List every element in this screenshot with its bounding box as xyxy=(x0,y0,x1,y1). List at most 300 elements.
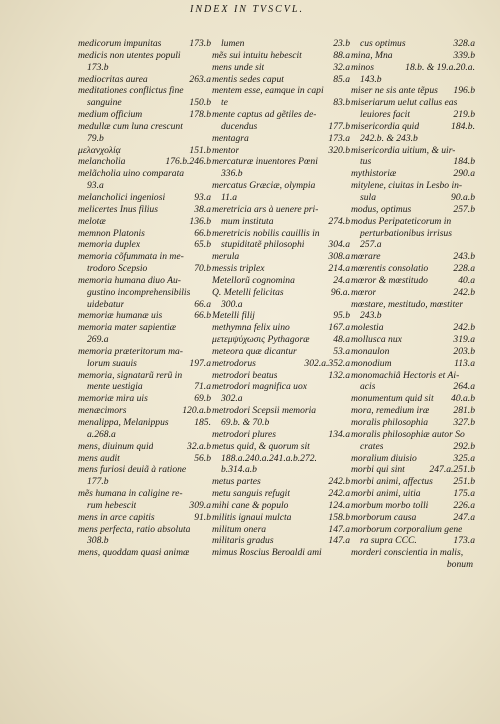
index-entry xyxy=(78,168,211,180)
index-reference: 147.a xyxy=(328,523,350,535)
index-term: Q. Metelli felicitas xyxy=(212,286,284,298)
index-reference xyxy=(348,228,350,240)
index-entry xyxy=(212,381,350,393)
index-reference xyxy=(473,97,475,109)
index-entry xyxy=(78,417,211,429)
index-entry xyxy=(212,62,350,74)
index-term: mente captus ad gẽtiles de- xyxy=(212,109,317,121)
index-continuation: 11.a xyxy=(221,191,238,203)
index-term: memoria humana diuo Au- xyxy=(78,274,181,286)
index-reference: 18.b. & 19.a.20.a. xyxy=(405,61,475,73)
index-reference xyxy=(209,524,211,536)
index-entry xyxy=(78,500,211,512)
index-term: metrodori beatus xyxy=(212,369,278,381)
index-reference xyxy=(348,547,350,559)
index-entry xyxy=(351,476,475,488)
index-entry xyxy=(78,85,211,97)
index-reference: 196.b xyxy=(453,85,475,97)
index-term: medium officium xyxy=(78,109,143,121)
index-term: mœror & mœstitudo xyxy=(351,274,428,286)
index-reference xyxy=(473,524,475,536)
index-reference: 173.a xyxy=(453,535,475,547)
index-reference: 257.b xyxy=(453,203,475,215)
index-reference xyxy=(348,85,350,97)
index-reference xyxy=(209,464,211,476)
index-term: rum hebescit xyxy=(87,499,137,511)
index-continuation: 257.a xyxy=(360,239,382,251)
index-term: perturbationibus irrisus xyxy=(360,227,452,239)
index-continuation: 177.b xyxy=(87,476,109,488)
index-term: morbi animi, affectus xyxy=(351,476,433,488)
index-reference xyxy=(348,180,350,192)
index-reference: 120.a.b xyxy=(182,405,211,417)
index-term: militum onera xyxy=(212,523,267,535)
index-reference: 281.b xyxy=(453,405,475,417)
index-entry xyxy=(351,429,475,441)
index-entry xyxy=(78,145,211,157)
index-reference xyxy=(473,180,475,192)
index-entry xyxy=(78,287,211,299)
index-entry xyxy=(78,251,211,263)
index-entry xyxy=(78,74,211,86)
index-continuation: 188.a.240.a.241.a.b.272. xyxy=(221,452,317,464)
index-reference xyxy=(473,370,475,382)
index-entry xyxy=(212,275,350,287)
index-entry xyxy=(351,358,475,370)
index-reference: 242.b xyxy=(328,476,350,488)
index-entry xyxy=(212,346,350,358)
index-entry xyxy=(351,393,475,405)
index-reference xyxy=(348,156,350,168)
index-entry xyxy=(78,358,211,370)
index-entry xyxy=(212,310,350,322)
index-reference: 66.b xyxy=(194,310,211,322)
index-reference: 263.a xyxy=(189,73,211,85)
index-reference: 243.b xyxy=(453,251,475,263)
index-term: memoria duplex xyxy=(78,239,141,251)
index-term: melotæ xyxy=(78,215,106,227)
index-entry xyxy=(212,216,350,228)
index-reference: 175.a xyxy=(453,488,475,500)
index-reference: 320.b xyxy=(328,144,350,156)
index-entry xyxy=(212,405,350,417)
index-entry xyxy=(351,192,475,204)
index-entry xyxy=(78,239,211,251)
index-entry xyxy=(78,204,211,216)
index-reference: 274.b xyxy=(328,215,350,227)
index-continuation: bonum xyxy=(446,559,473,571)
index-term: ra supra CCC. xyxy=(360,535,417,547)
index-term: monodium xyxy=(351,357,392,369)
index-reference: 184.b xyxy=(453,156,475,168)
index-entry xyxy=(78,97,211,109)
index-reference: 178.b xyxy=(189,109,211,121)
index-reference: 69.b xyxy=(194,393,211,405)
index-entry xyxy=(212,358,350,370)
index-term: metus partes xyxy=(212,476,261,488)
index-reference: 147.a xyxy=(328,535,350,547)
index-term: morbi animi, uitia xyxy=(351,488,421,500)
index-continuation: 302.a xyxy=(221,393,243,405)
index-reference xyxy=(209,85,211,97)
index-entry xyxy=(78,228,211,240)
index-reference xyxy=(348,405,350,417)
index-term: mythistoriæ xyxy=(351,168,397,180)
index-reference: 96.a. xyxy=(330,286,350,298)
index-reference: 247.a xyxy=(453,511,475,523)
index-reference: 53.a xyxy=(333,345,350,357)
index-term: memoria præteritorum ma- xyxy=(78,345,183,357)
index-term: memoriæ humanæ uis xyxy=(78,310,163,322)
index-entry xyxy=(351,97,475,109)
index-entry xyxy=(351,488,475,500)
index-reference: 242.a xyxy=(328,488,350,500)
index-entry xyxy=(212,85,350,97)
index-entry xyxy=(351,287,475,299)
index-continuation: 79.b xyxy=(87,132,104,144)
index-entry xyxy=(78,310,211,322)
index-continuation: 308.b xyxy=(87,535,109,547)
index-reference xyxy=(348,441,350,453)
index-term: memoria mater sapientiæ xyxy=(78,322,177,334)
index-reference: 197.a xyxy=(189,357,211,369)
index-entry xyxy=(351,216,475,228)
index-continuation: 242.b. & 243.b xyxy=(360,132,418,144)
index-term: meditationes conflictus fine xyxy=(78,85,184,97)
index-term: metus quid, & quorum sit xyxy=(212,440,310,452)
index-reference: 136.b xyxy=(189,215,211,227)
index-reference xyxy=(209,346,211,358)
index-term: moralis philosophiæ autor So xyxy=(351,428,465,440)
index-entry xyxy=(351,145,475,157)
index-reference: 176.b.246.b xyxy=(165,156,211,168)
index-term: miser ne sis ante tẽpus xyxy=(351,85,438,97)
index-term: mœrentis consolatio xyxy=(351,263,429,275)
index-entry xyxy=(351,346,475,358)
index-reference: 308.a xyxy=(328,251,350,263)
index-term: mercaturæ inuentores Pœni xyxy=(212,156,318,168)
index-entry xyxy=(78,263,211,275)
index-entry xyxy=(351,441,475,453)
index-reference: 302.a.352.a xyxy=(304,357,350,369)
index-term: mollusca nux xyxy=(351,334,402,346)
index-term: mens unde sit xyxy=(212,61,265,73)
index-entry xyxy=(351,168,475,180)
index-term: memoria, signatarũ rerũ in xyxy=(78,369,183,381)
index-entry xyxy=(212,251,350,263)
index-entry xyxy=(351,180,475,192)
index-term: mihi cane & populo xyxy=(212,499,289,511)
index-reference: 132.a xyxy=(328,369,350,381)
index-entry xyxy=(78,405,211,417)
index-reference xyxy=(209,50,211,62)
index-term: monomachiâ Hectoris et Ai- xyxy=(351,369,460,381)
index-entry xyxy=(212,524,350,536)
index-reference xyxy=(348,109,350,121)
index-term: Metelli filij xyxy=(212,310,255,322)
index-term: mente uestigia xyxy=(87,381,143,393)
index-entry xyxy=(78,121,211,133)
index-continuation: a.268.a xyxy=(87,428,116,440)
index-term: mentagra xyxy=(212,132,249,144)
index-term: melãcholia uino comparata xyxy=(78,168,185,180)
index-reference: 339.b xyxy=(453,49,475,61)
index-entry xyxy=(78,322,211,334)
index-entry xyxy=(78,393,211,405)
index-term: morbum morbo tolli xyxy=(351,499,429,511)
index-entry xyxy=(351,464,475,476)
index-term: morborum causa xyxy=(351,511,417,523)
index-term: mens furiosi deuiã à ratione xyxy=(78,464,187,476)
index-reference: 32.a xyxy=(333,61,350,73)
index-entry xyxy=(212,547,350,559)
index-reference xyxy=(473,228,475,240)
index-term: melancholia xyxy=(78,156,126,168)
index-term: modus Peripateticorum in xyxy=(351,215,452,227)
index-entry xyxy=(212,145,350,157)
index-term: mora, remedium iræ xyxy=(351,405,430,417)
index-term: mentem esse, eamque in capi xyxy=(212,85,324,97)
index-continuation: 300.a xyxy=(221,298,243,310)
index-term: metrodori Scepsii memoria xyxy=(212,405,317,417)
index-reference: 177.b xyxy=(328,120,350,132)
index-entry xyxy=(212,287,350,299)
index-reference xyxy=(209,168,211,180)
index-entry xyxy=(212,97,350,109)
index-term: te xyxy=(221,97,228,109)
index-term: acis xyxy=(360,381,376,393)
index-entry xyxy=(78,109,211,121)
index-column-1 xyxy=(78,38,211,559)
index-reference: 309.a xyxy=(189,499,211,511)
index-reference: 184.b. xyxy=(451,120,475,132)
index-term: mœrare xyxy=(351,251,381,263)
index-term: gustino incomprehensibilis xyxy=(87,286,191,298)
index-reference: 304.a xyxy=(328,239,350,251)
index-reference: 242.b xyxy=(453,286,475,298)
index-term: μελανχολίᾳ xyxy=(78,144,121,156)
index-reference xyxy=(473,299,475,311)
index-entry xyxy=(78,381,211,393)
index-term: mœror xyxy=(351,286,377,298)
index-reference: 71.a xyxy=(194,381,211,393)
index-entry xyxy=(351,275,475,287)
index-entry xyxy=(78,192,211,204)
index-term: mens in arce capitis xyxy=(78,511,155,523)
index-reference: 219.b xyxy=(453,109,475,121)
index-entry xyxy=(212,180,350,192)
index-reference: 290.a xyxy=(453,168,475,180)
index-entry xyxy=(212,500,350,512)
index-term: sula xyxy=(360,191,376,203)
index-term: mẽs sui intuitu hebescit xyxy=(212,49,302,61)
index-entry xyxy=(351,334,475,346)
index-entry xyxy=(351,512,475,524)
index-reference xyxy=(209,287,211,299)
index-reference xyxy=(348,204,350,216)
index-entry xyxy=(78,346,211,358)
index-reference xyxy=(209,322,211,334)
index-term: leuiores facit xyxy=(360,109,411,121)
index-reference: 185. xyxy=(194,417,211,428)
index-reference: 214.a xyxy=(328,263,350,275)
index-reference: 93.a xyxy=(194,191,211,203)
index-entry xyxy=(78,38,211,50)
index-term: memnon Platonis xyxy=(78,227,145,239)
index-reference: 292.b xyxy=(453,440,475,452)
index-term: menalippa, Melanippus xyxy=(78,417,169,428)
index-reference: 40.a.b xyxy=(451,393,475,405)
index-term: trodoro Scepsio xyxy=(87,263,148,275)
index-reference xyxy=(209,121,211,133)
index-reference: 83.b xyxy=(333,97,350,109)
index-term: mens, quoddam quasi animæ xyxy=(78,547,190,559)
index-reference: 70.b xyxy=(194,263,211,275)
index-entry xyxy=(351,299,475,311)
index-reference: 328.a xyxy=(453,38,475,49)
index-reference xyxy=(209,488,211,500)
index-column-3 xyxy=(351,38,475,571)
index-reference xyxy=(473,547,475,559)
index-entry xyxy=(212,74,350,86)
index-reference: 56.b xyxy=(194,452,211,464)
index-term: meretricis nobilis cauillis in xyxy=(212,227,320,239)
index-continuation: 336.b xyxy=(221,168,243,180)
index-entry xyxy=(351,405,475,417)
index-entry xyxy=(78,216,211,228)
index-continuation: 269.a xyxy=(87,334,109,346)
index-term: mitylene, ciuitas in Lesbo in- xyxy=(351,180,463,192)
index-term: miseriarum uelut callus eas xyxy=(351,97,458,109)
index-term: mens perfecta, ratio absoluta xyxy=(78,523,191,535)
index-reference: 124.a xyxy=(328,499,350,511)
index-reference: 319.a xyxy=(453,334,475,346)
index-entry xyxy=(212,263,350,275)
index-entry xyxy=(351,121,475,133)
running-head: INDEX IN TVSCVL. xyxy=(190,4,304,15)
index-entry xyxy=(351,381,475,393)
index-term: molestia xyxy=(351,322,384,334)
index-continuation: 143.b xyxy=(360,73,382,85)
index-entry xyxy=(351,370,475,382)
index-entry xyxy=(351,251,475,263)
index-reference: 66.b xyxy=(194,227,211,239)
index-term: meretricia ars à uenere pri- xyxy=(212,203,319,215)
index-term: metrodori magnifica uox xyxy=(212,381,308,393)
index-term: militaris gradus xyxy=(212,535,274,547)
index-entry xyxy=(212,109,350,121)
index-entry xyxy=(351,500,475,512)
index-reference: 226.a xyxy=(453,499,475,511)
index-entry xyxy=(351,322,475,334)
index-term: moralium diuisio xyxy=(351,452,417,464)
index-entry xyxy=(212,535,350,547)
index-reference: 113.a xyxy=(454,357,475,369)
index-term: memoriæ mira uis xyxy=(78,393,148,405)
index-term: metrodorus xyxy=(212,357,256,369)
index-reference: 325.a xyxy=(453,452,475,464)
index-reference: 38.a xyxy=(194,203,211,215)
index-reference: 251.b xyxy=(453,476,475,488)
index-term: mediocritas aurea xyxy=(78,73,148,85)
index-entry xyxy=(351,263,475,275)
index-reference xyxy=(348,381,350,393)
index-term: crates xyxy=(360,440,384,452)
index-reference: 158.b xyxy=(328,511,350,523)
index-reference: 247.a.251.b xyxy=(429,464,475,476)
index-entry xyxy=(78,156,211,168)
index-reference: 85.a xyxy=(333,73,350,85)
index-entry xyxy=(212,322,350,334)
index-reference: 242.b xyxy=(453,322,475,334)
index-entry xyxy=(212,334,350,346)
index-reference xyxy=(473,216,475,228)
index-term: ducendus xyxy=(221,120,258,132)
index-entry xyxy=(351,547,475,559)
index-entry xyxy=(78,488,211,500)
index-term: mens audit xyxy=(78,452,120,464)
index-reference: 65.b xyxy=(194,239,211,251)
index-reference: 151.b xyxy=(189,144,211,156)
index-continuation: 173.b xyxy=(87,61,109,73)
index-entry xyxy=(351,109,475,121)
index-reference: 228.a xyxy=(453,263,475,275)
index-reference: 48.a xyxy=(333,334,350,346)
index-term: menæcimors xyxy=(78,405,127,417)
index-reference xyxy=(209,547,211,559)
index-reference xyxy=(209,275,211,287)
index-entry xyxy=(212,50,350,62)
index-reference: 173.b xyxy=(189,38,211,49)
index-reference: 66.a xyxy=(194,298,211,310)
index-term: mentor xyxy=(212,144,240,156)
index-term: medicorum impunitas xyxy=(78,38,162,49)
index-reference: 327.b xyxy=(453,417,475,428)
index-term: mens, diuinum quid xyxy=(78,440,154,452)
index-entry xyxy=(351,85,475,97)
index-entry xyxy=(212,239,350,251)
index-term: monumentum quid sit xyxy=(351,393,434,405)
index-reference: 150.b xyxy=(189,97,211,109)
index-term: misericordia quid xyxy=(351,120,420,132)
index-reference xyxy=(209,251,211,263)
index-entry xyxy=(212,370,350,382)
index-entry xyxy=(78,453,211,465)
index-reference: 134.a xyxy=(328,428,350,440)
index-entry xyxy=(212,133,350,145)
index-term: memoria cõfummata in me- xyxy=(78,251,184,263)
index-entry xyxy=(351,524,475,536)
index-column-2 xyxy=(212,38,350,559)
index-term: mimus Roscius Beroaldi ami xyxy=(212,547,322,559)
index-term: sanguine xyxy=(87,97,122,109)
index-reference: 173.a xyxy=(328,132,350,144)
index-term: lumen xyxy=(221,38,245,49)
index-term: misericordia uitium, & uir- xyxy=(351,144,456,156)
index-term: medullæ cum luna crescunt xyxy=(78,120,183,132)
index-term: minos xyxy=(351,61,374,73)
index-entry xyxy=(351,156,475,168)
index-entry xyxy=(212,476,350,488)
index-entry xyxy=(212,429,350,441)
index-reference: 90.a.b xyxy=(451,191,475,203)
index-entry xyxy=(212,38,350,50)
index-term: modus, optimus xyxy=(351,203,412,215)
index-entry xyxy=(78,512,211,524)
index-continuation: 243.b xyxy=(360,310,382,322)
index-entry xyxy=(78,524,211,536)
index-continuation: 93.a xyxy=(87,180,104,192)
